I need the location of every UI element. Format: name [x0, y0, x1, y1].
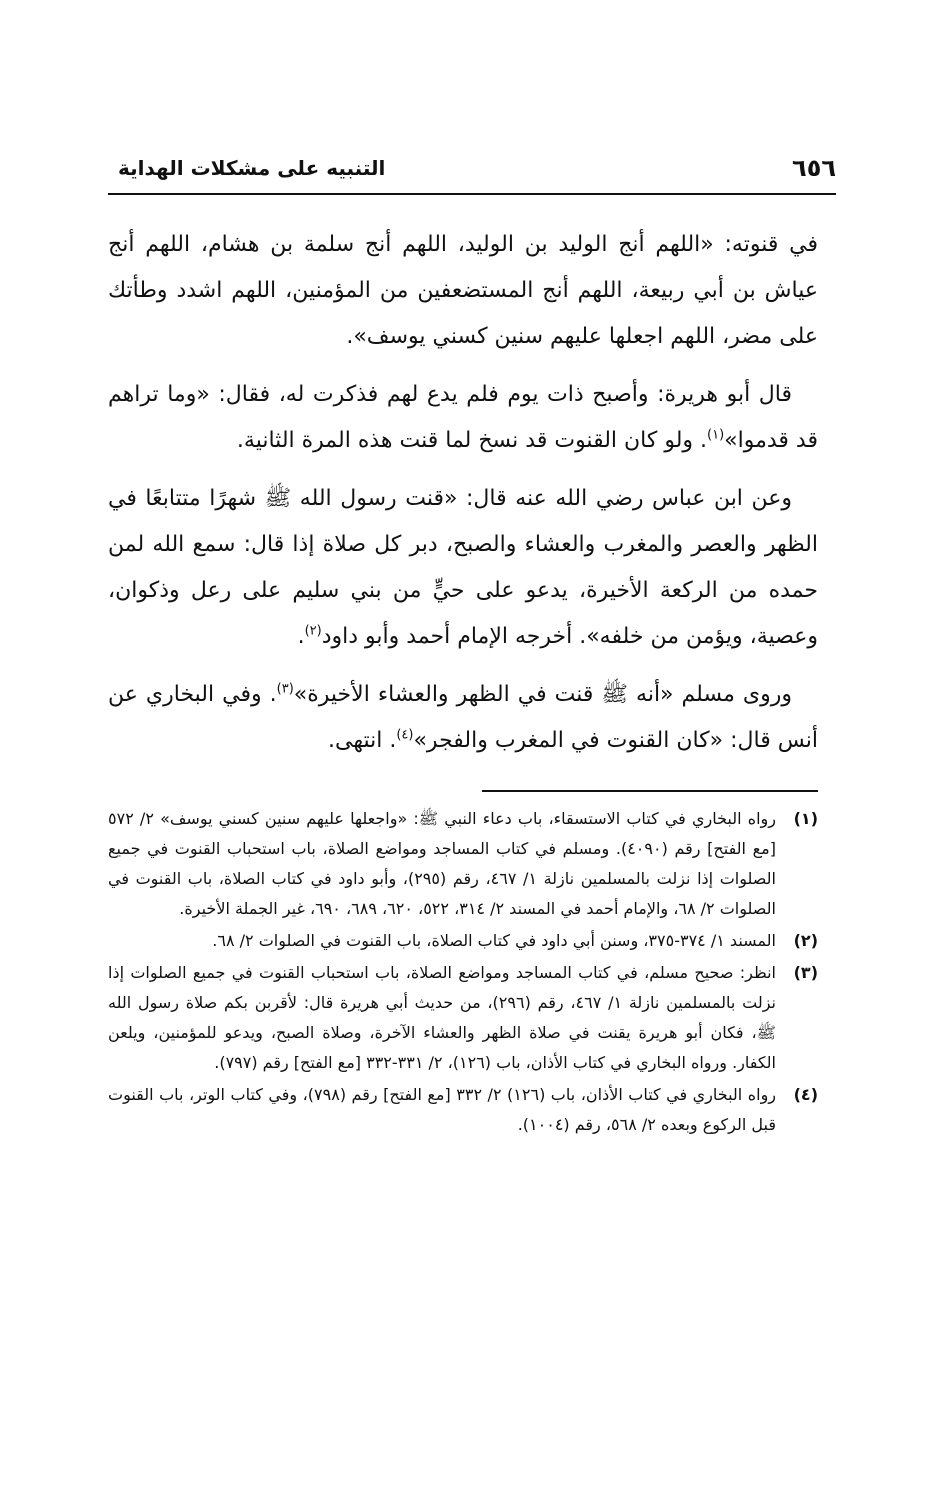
- paragraph-1-text: في قنوته: «اللهم أنج الوليد بن الوليد، اللهم أنج سلمة بن هشام، اللهم أنج عياش بن أبي ربيعة، اللهم أنج المستضعفين من المؤمنين، اللهم اشدد وطأتك على مضر، اللهم اجعلها عليهم سنين كسني يوسف».: [108, 232, 818, 349]
- footnote-ref-2[interactable]: (٢): [304, 623, 322, 639]
- paragraph-3-text-b: .: [297, 624, 305, 649]
- footnote-2: [108, 926, 818, 956]
- footnote-number: (٣): [793, 963, 818, 982]
- footnote-ref-3[interactable]: (٣): [276, 681, 294, 697]
- paragraph-3-text-a: وعن ابن عباس رضي الله عنه قال: «قنت رسول الله ﷺ شهرًا متتابعًا في الظهر والعصر والمغرب والعشاء والصبح، دبر كل صلاة إذا قال: سمع الله لمن حمده من الركعة الأخيرة، يدعو على حيٍّ من بني سليم على رعل وذكوان، وعصية، ويؤمن من خلفه». أخرجه الإمام أحمد وأبو داود: [108, 486, 818, 649]
- footnote-rule: [482, 790, 818, 792]
- footnote-number: (٤): [793, 1085, 818, 1104]
- footnote-text: رواه البخاري في كتاب الاستسقاء، باب دعاء النبي ﷺ: «واجعلها عليهم سنين كسني يوسف» ٢/ ٥٧٢ [مع الفتح] رقم (٤٠٩٠). ومسلم في كتاب المساجد ومواضع الصلاة، باب استحباب القنوت في جميع الصلوات إذا نزلت بالمسلمين نازلة ١/ ٤٦٧، رقم (٢٩٥)، وأبو داود في كتاب الصلاة، باب القنوت في الصلوات ٢/ ٦٨، والإمام أحمد في المسند ٢/ ٣١٤، ٥٢٢، ٦٢٠، ٦٨٩، ٦٩٠، غير الجملة الأخيرة.: [108, 809, 777, 918]
- paragraph-4: [108, 672, 818, 764]
- footnotes: [108, 804, 818, 1142]
- footnote-number: (٢): [793, 931, 818, 950]
- running-head: [118, 148, 836, 188]
- main-text: [108, 222, 818, 776]
- paragraph-4-text-a: وروى مسلم «أنه ﷺ قنت في الظهر والعشاء الأخيرة»: [293, 682, 792, 707]
- paragraph-2-text-b: . ولو كان القنوت قد نسخ لما قنت هذه المرة الثانية.: [236, 428, 708, 453]
- paragraph-4-text-b: . وفي البخاري عن أنس قال: «كان القنوت في المغرب والفجر»: [108, 682, 818, 753]
- paragraph-4-text-c: . انتهى.: [327, 728, 397, 753]
- book-title: التنبيه على مشكلات الهداية: [118, 156, 386, 180]
- paragraph-2-text-a: قال أبو هريرة: وأصبح ذات يوم فلم يدع لهم فذكرت له، فقال: «وما تراهم قد قدموا»: [108, 382, 818, 453]
- footnote-text: رواه البخاري في كتاب الأذان، باب (١٢٦) ٢/ ٣٣٢ [مع الفتح] رقم (٧٩٨)، وفي كتاب الوتر، باب القنوت قبل الركوع وبعده ٢/ ٥٦٨، رقم (١٠٠٤).: [108, 1085, 777, 1134]
- paragraph-2: [108, 372, 818, 464]
- footnote-ref-1[interactable]: (١): [707, 427, 725, 443]
- footnote-text: انظر: صحيح مسلم، في كتاب المساجد ومواضع الصلاة، باب استحباب القنوت في جميع الصلوات إذا نزلت بالمسلمين نازلة ١/ ٤٦٧، رقم (٢٩٦)، من حديث أبي هريرة قال: لأقربن بكم صلاة رسول الله ﷺ، فكان أبو هريرة يقنت في صلاة الظهر والعشاء الآخرة، وصلاة الصبح، ويدعو للمؤمنين، ويلعن الكفار. ورواه البخاري في كتاب الأذان، باب (١٢٦)، ٢/ ٣٣١-٣٣٢ [مع الفتح] رقم (٧٩٧).: [108, 963, 776, 1072]
- footnote-4: [108, 1080, 818, 1140]
- footnote-number: (١): [793, 809, 818, 828]
- header-rule: [108, 193, 836, 195]
- paragraph-3: [108, 476, 818, 660]
- page-number: ٦٥٦: [792, 154, 836, 182]
- footnote-text: المسند ١/ ٣٧٤-٣٧٥، وسنن أبي داود في كتاب الصلاة، باب القنوت في الصلوات ٢/ ٦٨.: [212, 931, 776, 950]
- footnote-1: [108, 804, 818, 924]
- footnote-ref-4[interactable]: (٤): [396, 727, 414, 743]
- paragraph-1: [108, 222, 818, 360]
- footnote-3: [108, 958, 818, 1078]
